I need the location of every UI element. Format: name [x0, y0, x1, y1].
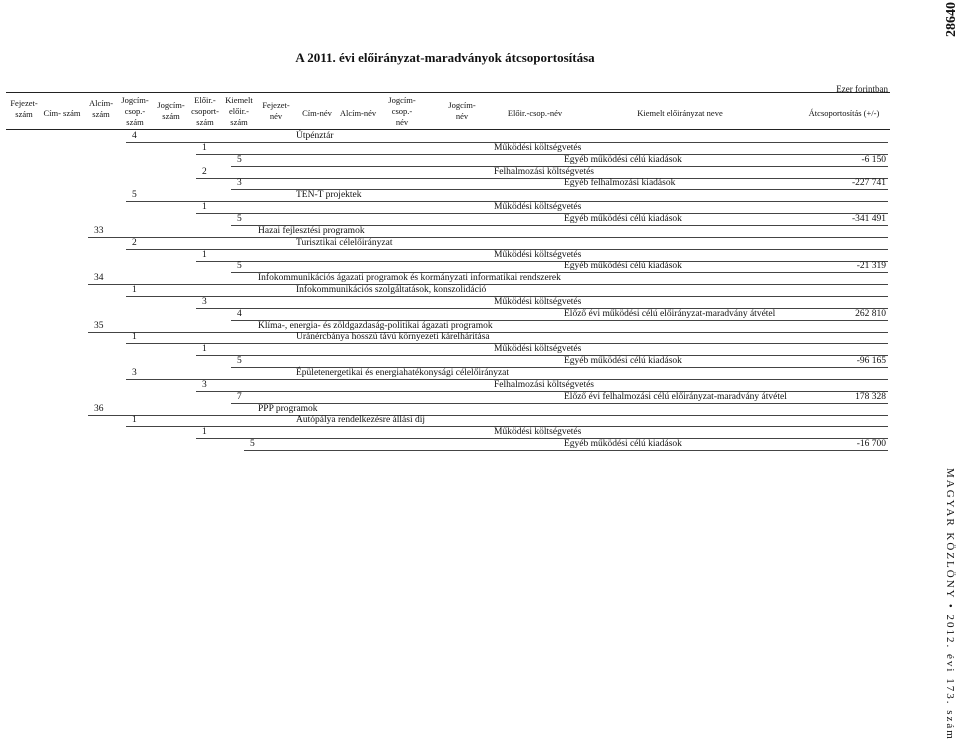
row-code: 5	[237, 261, 242, 272]
row-amount: 262 810	[855, 308, 886, 319]
table-row	[0, 439, 960, 450]
table-row	[0, 167, 960, 178]
row-rule	[244, 450, 888, 451]
row-amount: -6 150	[861, 154, 886, 165]
row-label: Egyéb felhalmozási kiadások	[564, 178, 676, 189]
table-row	[0, 202, 960, 213]
row-code: 33	[94, 225, 104, 236]
header-top-border	[6, 92, 890, 93]
table-row	[0, 321, 960, 332]
row-code: 5	[237, 356, 242, 367]
header-cim-szam: Cím- szám	[43, 108, 81, 118]
table-row	[0, 226, 960, 237]
row-label: Turisztikai célelőirányzat	[296, 237, 393, 248]
row-amount: -16 700	[856, 439, 886, 450]
table-row	[0, 155, 960, 166]
table-row	[0, 214, 960, 225]
row-label: Egyéb működési célú kiadások	[564, 261, 682, 272]
page-title: A 2011. évi előirányzat-maradványok átcsoportosítása	[295, 50, 595, 65]
header-fejezet-nev: Fejezet- név	[262, 100, 290, 121]
row-label: Előző évi felhalmozási célú előirányzat-maradvány átvétel	[564, 391, 787, 402]
row-code: 1	[202, 142, 207, 153]
row-amount: -227 741	[851, 178, 886, 189]
row-code: 3	[132, 368, 137, 378]
row-label: Infokommunikációs ágazati programok és kormányzati informatikai rendszerek	[258, 273, 561, 284]
row-label: Infokommunikációs szolgáltatások, konszolidáció	[296, 285, 487, 296]
row-label: Előző évi működési célú előirányzat-maradvány átvétel	[564, 308, 776, 319]
publication-footer: MAGYAR KÖZLÖNY • 2012. évi 173. szám	[944, 468, 956, 741]
row-label: Autópálya rendelkezésre állási díj	[296, 415, 425, 426]
header-cim-nev: Cím-név	[302, 108, 332, 118]
table-row	[0, 190, 960, 201]
row-code: 35	[94, 320, 104, 331]
row-code: 1	[132, 285, 137, 296]
header-fejezet-szam: Fejezet- szám	[10, 98, 38, 119]
table-row	[0, 261, 960, 272]
header-bottom-border	[6, 129, 890, 130]
row-label: Működési költségvetés	[494, 202, 582, 213]
row-amount: -21 319	[856, 261, 886, 272]
unit-label: Ezer forintban	[836, 84, 888, 94]
page-number: 28640	[944, 2, 959, 37]
row-label: Működési költségvetés	[494, 344, 582, 355]
row-code: 1	[202, 427, 207, 438]
row-label: Uránércbánya hosszú távú környezeti kárelhárítása	[296, 332, 490, 343]
table-row	[0, 344, 960, 355]
row-label: Működési költségvetés	[494, 427, 582, 438]
table-row	[0, 178, 960, 189]
table-row	[0, 427, 960, 438]
table-row	[0, 392, 960, 403]
row-code: 1	[202, 344, 207, 355]
row-code: 5	[250, 439, 255, 450]
row-code: 5	[237, 154, 242, 165]
row-label: Működési költségvetés	[494, 249, 582, 260]
row-amount: -341 491	[851, 213, 886, 224]
table-row	[0, 285, 960, 296]
header-kiemelt-eloir-szam: Kiemelt előir.- szám	[225, 95, 253, 127]
row-label: Útpénztár	[296, 131, 334, 141]
row-amount: 178 328	[855, 391, 886, 402]
table-row	[0, 380, 960, 391]
row-code: 1	[132, 415, 137, 426]
row-label: Működési költségvetés	[494, 296, 582, 307]
row-code: 3	[237, 178, 242, 189]
row-code: 1	[202, 249, 207, 260]
header-atcsoportositas: Átcsoportosítás (+/-)	[808, 108, 880, 118]
row-code: 34	[94, 273, 104, 284]
row-label: Hazai fejlesztési programok	[258, 225, 365, 236]
table-row	[0, 309, 960, 320]
row-code: 4	[132, 131, 137, 141]
table-row	[0, 332, 960, 343]
row-label: Épületenergetikai és energiahatékonysági célelőirányzat	[296, 368, 510, 378]
table-row	[0, 404, 960, 415]
row-code: 2	[202, 166, 207, 177]
row-label: Felhalmozási költségvetés	[494, 166, 594, 177]
row-code: 7	[237, 391, 242, 402]
table-row	[0, 250, 960, 261]
row-code: 36	[94, 403, 104, 414]
row-label: Klíma-, energia- és zöldgazdaság-politikai ágazati programok	[258, 320, 493, 331]
header-jogcim-nev: Jogcím- név	[448, 100, 476, 121]
table-row	[0, 368, 960, 379]
row-code: 5	[237, 213, 242, 224]
row-code: 4	[237, 308, 242, 319]
row-code: 5	[132, 190, 137, 201]
header-eloir-csop-nev: Előir.-csop.-név	[507, 108, 563, 118]
table-row	[0, 297, 960, 308]
row-code: 2	[132, 237, 137, 248]
row-label: Működési költségvetés	[494, 142, 582, 153]
row-code: 3	[202, 296, 207, 307]
header-jogcim-szam: Jogcím- szám	[157, 100, 185, 121]
table-row	[0, 131, 960, 142]
row-label: Egyéb működési célú kiadások	[564, 154, 682, 165]
header-eloir-csop-szam: Előir.- csoport- szám	[191, 95, 219, 127]
row-label: TEN-T projektek	[296, 190, 362, 201]
table-row	[0, 238, 960, 249]
table-row	[0, 356, 960, 367]
row-label: Egyéb működési célú kiadások	[564, 356, 682, 367]
row-label: Egyéb működési célú kiadások	[564, 213, 682, 224]
row-label: Felhalmozási költségvetés	[494, 379, 594, 390]
header-kiemelt-eloir-neve: Kiemelt előirányzat neve	[637, 108, 723, 118]
header-alcim-szam: Alcím- szám	[88, 98, 114, 119]
table-row	[0, 415, 960, 426]
row-code: 3	[202, 379, 207, 390]
row-label: Egyéb működési célú kiadások	[564, 439, 682, 450]
row-label: PPP programok	[258, 403, 318, 414]
header-jogcim-csop-nev: Jogcím- csop.- név	[388, 95, 416, 127]
header-alcim-nev: Alcím-név	[339, 108, 377, 118]
row-amount: -96 165	[856, 356, 886, 367]
table-row	[0, 273, 960, 284]
row-code: 1	[202, 202, 207, 213]
table-row	[0, 143, 960, 154]
header-jogcim-csop-szam: Jogcím- csop.- szám	[121, 95, 149, 127]
row-code: 1	[132, 332, 137, 343]
